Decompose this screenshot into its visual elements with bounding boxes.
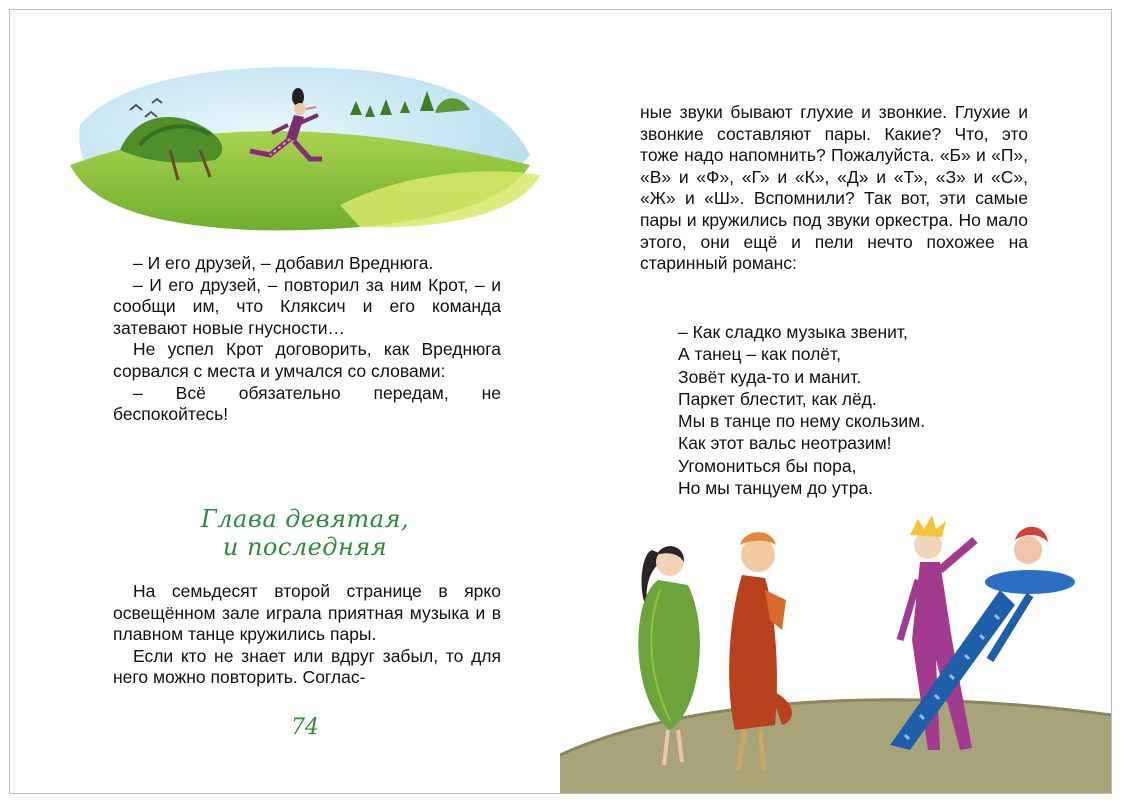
- paragraph: – И его друзей, – повторил за ним Крот, – и сообщи им, что Кляксич и его команда затевают новые гнусности…: [113, 274, 501, 338]
- poem-line: Паркет блестит, как лёд.: [678, 388, 877, 409]
- chapter-title: [195, 505, 415, 561]
- chapter-text: [113, 581, 501, 689]
- book-spread: [9, 9, 1112, 794]
- left-page-text: [113, 253, 501, 426]
- poem-line: – Как сладко музыка звенит,: [678, 322, 908, 342]
- poem-line: А танец – как полёт,: [678, 344, 841, 365]
- poem-line: Зовёт куда-то и манит.: [678, 366, 862, 387]
- paragraph: Не успел Крот договорить, как Вреднюга сорвался с места и умчался со словами:: [113, 339, 501, 381]
- paragraph: – Всё обязательно передам, не беспокойтесь!: [113, 382, 501, 425]
- paragraph: – И его друзей, – добавил Вреднюга.: [133, 253, 434, 273]
- paragraph: ные звуки бывают глухие и звонкие. Глухие и звонкие составляют пары. Какие? Что, это тоже надо напомнить? Пожалуйста. «Б» и «П», «В» и «Ф», «Г» и «К», «Д» и «Т», «З» и «С», «Ж» и «Ш». Вспомнили? Так вот, эти самые пары и кружились под звуки оркестра. Но мало этого, они ещё и пели нечто похожее на старинный романс:: [640, 102, 1028, 274]
- poem-line: Угомониться бы пора,: [678, 455, 857, 476]
- poem: [678, 321, 925, 499]
- poem-line: Мы в танце по нему скользим.: [678, 411, 926, 432]
- paragraph: На семьдесят второй странице в ярко освещённом зале играла приятная музыка и в плавном танце кружились пары.: [113, 581, 501, 645]
- page-number: 74: [291, 715, 319, 740]
- right-page-text: [640, 102, 1028, 275]
- poem-line: Но мы танцуем до утра.: [678, 478, 874, 499]
- chapter-title-line2: и последняя: [222, 533, 388, 561]
- paragraph: Если кто не знает или вдруг забыл, то для него можно повторить. Соглас-: [113, 645, 501, 688]
- poem-line: Как этот вальс неотразим!: [678, 433, 892, 454]
- running-man-illustration: [60, 55, 540, 235]
- dancing-pairs-illustration: [560, 500, 1111, 793]
- chapter-title-line1: Глава девятая,: [200, 505, 410, 533]
